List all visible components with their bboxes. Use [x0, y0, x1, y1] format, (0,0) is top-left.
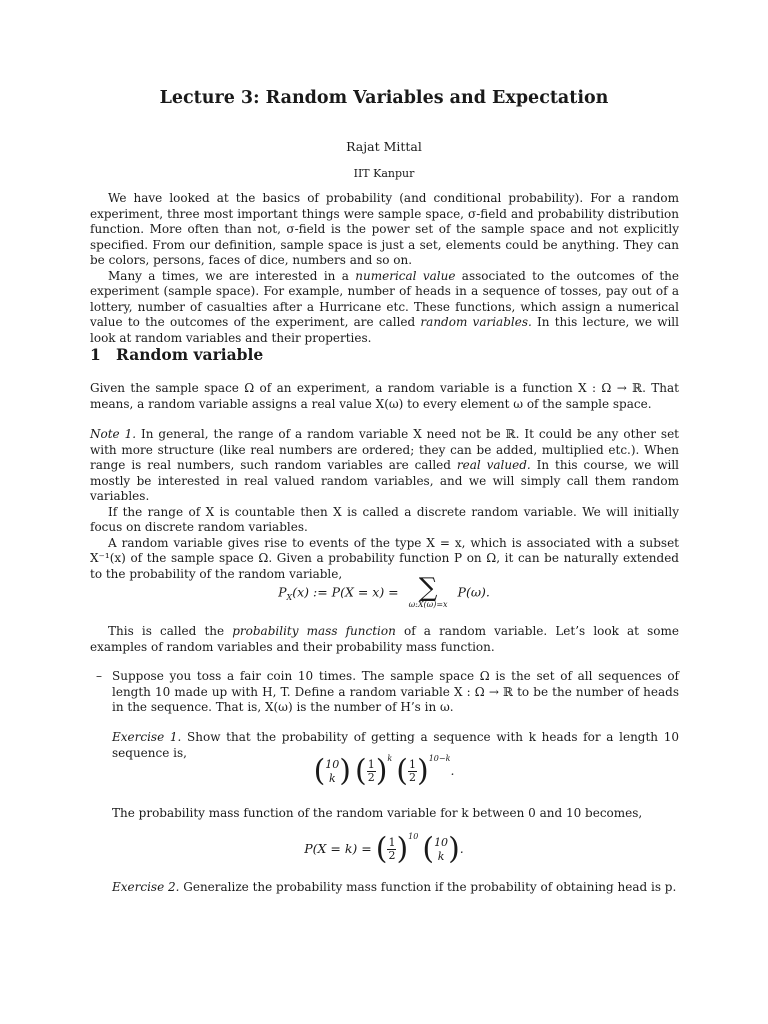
- binomial-equation: ( 10 k ) ( $\frac{1}{2}$ )$^k$ ( $\frac{1}{2}$ )$^{10-k}$.: [313, 753, 455, 789]
- coin-pmf-equation: P(X = k) = ( $\frac{1}{2}$ )$^{10}$ ( 10 k ).: [304, 831, 464, 867]
- section-number: 1: [90, 345, 101, 364]
- pmf-equation: $P_X(x)$ := P(X = x) = ∑ ω:X(ω)=x P(ω).: [278, 573, 490, 609]
- bullet-marker: –: [96, 669, 102, 683]
- events-paragraph: A random variable gives rise to events of the type X = x, which is associated with a subset X⁻¹(x) of the sample space Ω. Given a probability function P on Ω, it can be naturally extended to the probability of the random variable,: [90, 535, 679, 581]
- exercise-2: Exercise 2. Generalize the probability mass function if the probability of obtaining head is p.: [112, 880, 677, 894]
- page-title: Lecture 3: Random Variables and Expectation: [159, 88, 609, 108]
- intro-paragraph-2: Many a times, we are interested in a numerical value associated to the outcomes of the experiment (sample space). For example, number of heads in a sequence of tosses, pay out of a lottery, number of casualties after a Hurricane etc. These functions, which assign a numerical value to the outcomes of the experiment, are called random variables. In this lecture, we will look at random variables and their properties.: [90, 268, 679, 345]
- bullet-text: Suppose you toss a fair coin 10 times. The sample space Ω is the set of all sequences of length 10 made up with H, T. Define a random variable X : Ω → ℝ to be the number of heads in the sequence. That is, X(ω) is the number of H’s in ω.: [112, 669, 679, 714]
- countable-paragraph: If the range of X is countable then X is called a discrete random variable. We will initially focus on discrete random variables.: [90, 504, 679, 534]
- note-block: [90, 427, 679, 582]
- author-name: Rajat Mittal: [346, 139, 422, 154]
- summation-symbol: ∑ ω:X(ω)=x: [408, 573, 448, 609]
- note-paragraph: Note 1. In general, the range of a random variable X need not be ℝ. It could be any other set with more structure (like real numbers are ordered; they can be added, multiplied etc.). When range is real numbers, such random variables are called real valued. In this course, we will mostly be interested in real valued random variables, and we will simply call them random variables.: [90, 427, 680, 503]
- pmf-coin-text: The probability mass function of the random variable for k between 0 and 10 becomes,: [112, 806, 643, 820]
- exercise-1: Exercise 1. Show that the probability of getting a sequence with k heads for a length 10 sequence is,: [112, 730, 680, 760]
- section-paragraph-1: Given the sample space Ω of an experiment, a random variable is a function X : Ω → ℝ. That means, a random variable assigns a real value X(ω) to every element ω of the sample space.: [90, 381, 679, 411]
- section-heading: [90, 345, 263, 364]
- pmf-paragraph: This is called the probability mass function of a random variable. Let’s look at some examples of random variables and their probability mass function.: [90, 624, 679, 654]
- section-title: Random variable: [116, 345, 264, 364]
- intro: [90, 191, 679, 346]
- intro-paragraph-1: We have looked at the basics of probability (and conditional probability). For a random experiment, three most important things were sample space, σ-field and probability distribution function. More often than not, σ-field is the power set of the sample space and not explicitly specified. From our definition, sample space is just a set, elements could be anything. They can be colors, persons, faces of dice, numbers and so on.: [90, 191, 679, 267]
- institution: IIT Kanpur: [353, 167, 415, 180]
